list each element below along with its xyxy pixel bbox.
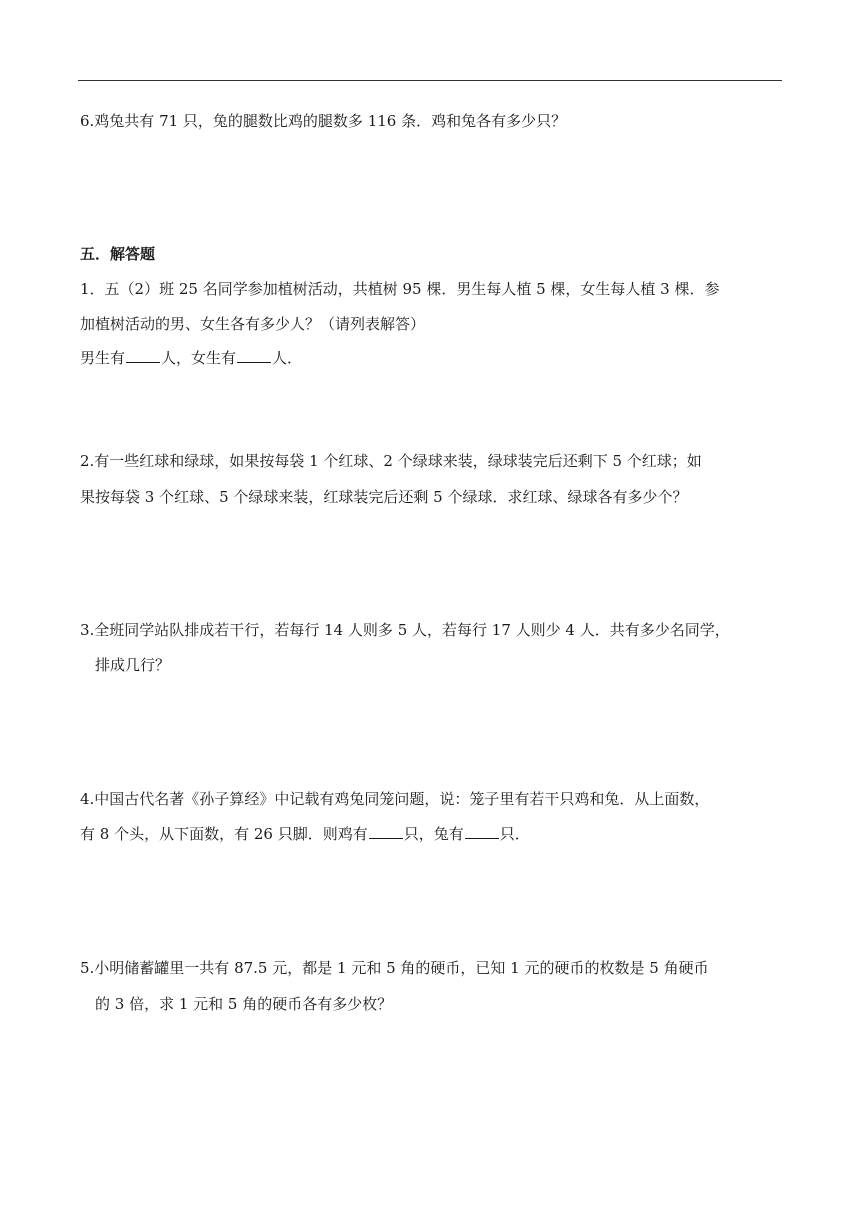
- problem-2-line-2: 果按每袋 3 个红球、5 个绿球来装，红球装完后还剩 5 个绿球．求红球、绿球各有多少个？: [80, 488, 688, 506]
- answer-girls-label: 人，女生有: [161, 349, 237, 367]
- problem-3-line-2: 排成几行？: [95, 656, 171, 674]
- problem-1-line-1: 1．五（2）班 25 名同学参加植树活动，共植树 95 棵．男生每人植 5 棵，女生每人植 3 棵．参: [80, 280, 720, 298]
- problem-5-line-1: 5.小明储蓄罐里一共有 87.5 元，都是 1 元和 5 角的硬币，已知 1 元的硬币的枚数是 5 角硬币: [80, 959, 709, 977]
- problem-1-answer-line: [80, 348, 784, 368]
- answer-chicken-blank[interactable]: [369, 824, 403, 839]
- problem-4-text-a: 有 8 个头，从下面数，有 26 只脚．则鸡有: [80, 825, 368, 843]
- answer-girls-blank[interactable]: [237, 348, 271, 363]
- problem-4-text-c: 只．: [499, 825, 530, 843]
- problem-4-line-1: 4.中国古代名著《孙子算经》中记载有鸡兔同笼问题，说：笼子里有若干只鸡和兔．从上面数，: [80, 790, 710, 808]
- answer-boys-blank[interactable]: [126, 348, 160, 363]
- problem-2-line-1: 2.有一些红球和绿球，如果按每袋 1 个红球、2 个绿球来装，绿球装完后还剩下 5 个红球；如: [80, 452, 702, 470]
- problem-1-line-2: 加植树活动的男、女生各有多少人？（请列表解答）: [80, 315, 426, 333]
- problem-4-line-2: [80, 824, 784, 844]
- problem-3-line-1: 3.全班同学站队排成若干行，若每行 14 人则多 5 人，若每行 17 人则少 4 人．共有多少名同学，: [80, 621, 730, 639]
- answer-rabbit-blank[interactable]: [465, 824, 499, 839]
- problem-4-text-b: 只，兔有: [403, 825, 464, 843]
- problem-5-line-2: 的 3 倍，求 1 元和 5 角的硬币各有多少枚？: [95, 995, 393, 1013]
- section-heading: 五．解答题: [80, 245, 156, 263]
- question-6-text: 6.鸡兔共有 71 只，兔的腿数比鸡的腿数多 116 条．鸡和兔各有多少只？: [80, 112, 567, 130]
- header-rule: [78, 80, 782, 81]
- answer-end: 人．: [272, 349, 303, 367]
- question-6: [80, 111, 784, 131]
- answer-boys-label: 男生有: [80, 349, 126, 367]
